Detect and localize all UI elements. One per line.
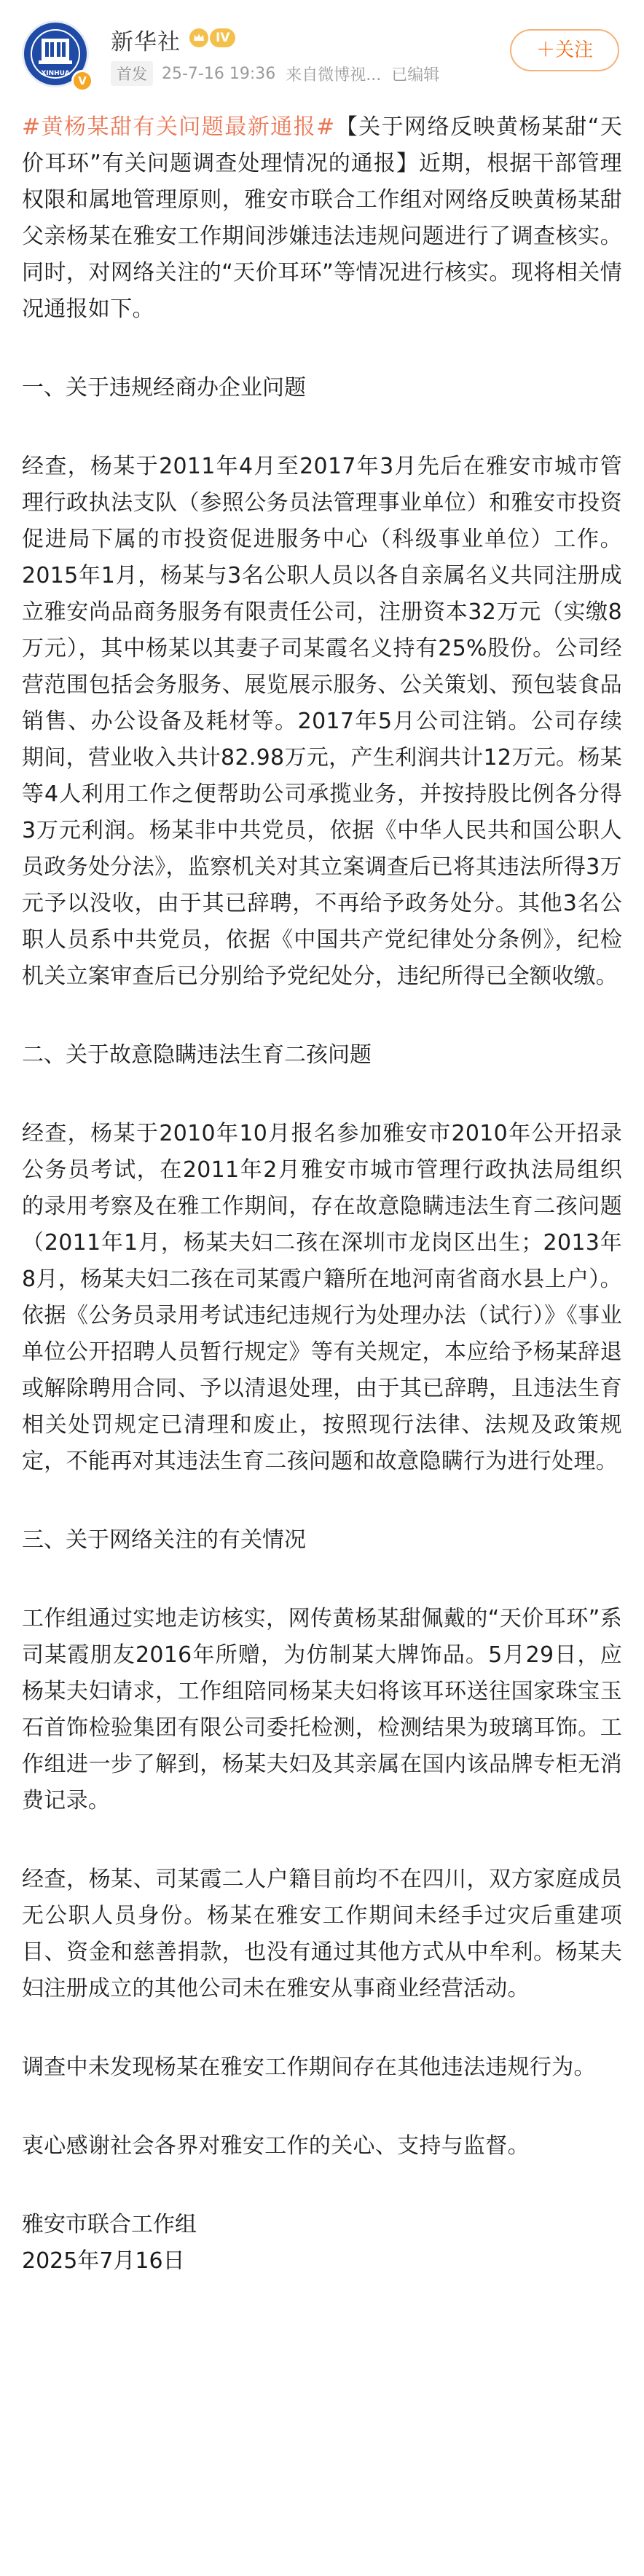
verified-icon: V bbox=[71, 70, 93, 92]
follow-button[interactable]: ＋关注 bbox=[510, 29, 619, 71]
post-header bbox=[0, 0, 644, 109]
thanks-text: 衷心感谢社会各界对雅安工作的关心、支持与监督。 bbox=[22, 2133, 530, 2159]
post-source[interactable]: 来自微博视... bbox=[286, 66, 382, 84]
vip-badge[interactable] bbox=[189, 26, 235, 50]
lead-text: 【关于网络反映黄杨某甜“天价耳环”有关问题调查处理情况的通报】近期，根据干部管理权限和属地管理原则，雅安市联合工作组对网络反映黄杨某甜父亲杨某在雅安工作期间涉嫌违法违规问题进行了调查核实。同时，对网络关注的“天价耳环”等情况进行核实。现将相关情况通报如下。 bbox=[22, 114, 622, 322]
account-name[interactable]: 新华社 bbox=[111, 29, 181, 55]
avatar-caption: XINHUA bbox=[41, 70, 70, 77]
signature: 雅安市联合工作组 bbox=[22, 2212, 197, 2237]
section-2-text: 经查，杨某于2010年10月报名参加雅安市2010年公开招录公务员考试，在2011年2月雅安市城市管理行政执法局组织的录用考察及在雅工作期间，存在故意隐瞒违法生育二孩问题（2011年1月，杨某夫妇二孩在深圳市龙岗区出生；2013年8月，杨某夫妇二孩在司某霞户籍所在地河南省商水县上户）。依据《公务员录用考试违纪违规行为处理办法（试行）》《事业单位公开招聘人员暂行规定》等有关规定，本应给予杨某辞退或解除聘用合同、予以清退处理，由于其已辞聘，且违法生育相关处罚规定已清理和废止，按照现行法律、法规及政策规定，不能再对其违法生育二孩问题和故意隐瞒行为进行处理。 bbox=[22, 1121, 622, 1474]
section-heading-3: 三、关于网络关注的有关情况 bbox=[22, 1527, 306, 1553]
conclusion-text: 调查中未发现杨某在雅安工作期间存在其他违法违规行为。 bbox=[22, 2055, 596, 2080]
section-3a-text: 工作组通过实地走访核实，网传黄杨某甜佩戴的“天价耳环”系司某霞朋友2016年所赠，为仿制某大牌饰品。5月29日，应杨某夫妇请求，工作组陪同杨某夫妇将该耳环送往国家珠宝玉石首饰检验集团有限公司委托检测，检测结果为玻璃耳饰。工作组进一步了解到，杨某夫妇及其亲属在国内该品牌专柜无消费记录。 bbox=[22, 1606, 622, 1813]
post-datetime: 25-7-16 19:36 bbox=[162, 64, 276, 83]
signature-date: 2025年7月16日 bbox=[22, 2248, 185, 2274]
vip-crown-icon bbox=[189, 28, 208, 47]
post-meta bbox=[111, 61, 439, 86]
section-heading-2: 二、关于故意隐瞒违法生育二孩问题 bbox=[22, 1042, 372, 1068]
first-publish-tag: 首发 bbox=[111, 61, 153, 86]
section-heading-1: 一、关于违规经商办企业问题 bbox=[22, 375, 306, 401]
section-3b-text: 经查，杨某、司某霞二人户籍目前均不在四川，双方家庭成员无公职人员身份。杨某在雅安工作期间未经手过灾后重建项目、资金和慈善捐款，也没有通过其他方式从中牟利。杨某夫妇注册成立的其他公司未在雅安从事商业经营活动。 bbox=[22, 1867, 622, 2001]
section-1-text: 经查，杨某于2011年4月至2017年3月先后在雅安市城市管理行政执法支队（参照公务员法管理事业单位）和雅安市投资促进局下属的市投资促进服务中心（科级事业单位）工作。2015年1月，杨某与3名公职人员以各自亲属名义共同注册成立雅安尚品商务服务有限责任公司，注册资本32万元（实缴8万元），其中杨某以其妻子司某霞名义持有25%股份。公司经营范围包括会务服务、展览展示服务、公关策划、预包装食品销售、办公设备及耗材等。2017年5月公司注销。公司存续期间，营业收入共计82.98万元，产生利润共计12万元。杨某等4人利用工作之便帮助公司承揽业务，并按持股比例各分得3万元利润。杨某非中共党员，依据《中华人民共和国公职人员政务处分法》，监察机关对其立案调查后已将其违法所得3万元予以没收，由于其已辞聘，不再给予政务处分。其他3名公职人员系中共党员，依据《中国共产党纪律处分条例》，纪检机关立案审查后已分别给予党纪处分，违纪所得已全额收缴。 bbox=[22, 454, 622, 989]
topic-hashtag-link[interactable]: #黄杨某甜有关问题最新通报# bbox=[22, 114, 335, 140]
vip-level: IV bbox=[210, 28, 235, 47]
edited-label[interactable]: 已编辑 bbox=[391, 66, 440, 84]
post-body bbox=[22, 109, 622, 2280]
post-lead bbox=[22, 109, 622, 328]
